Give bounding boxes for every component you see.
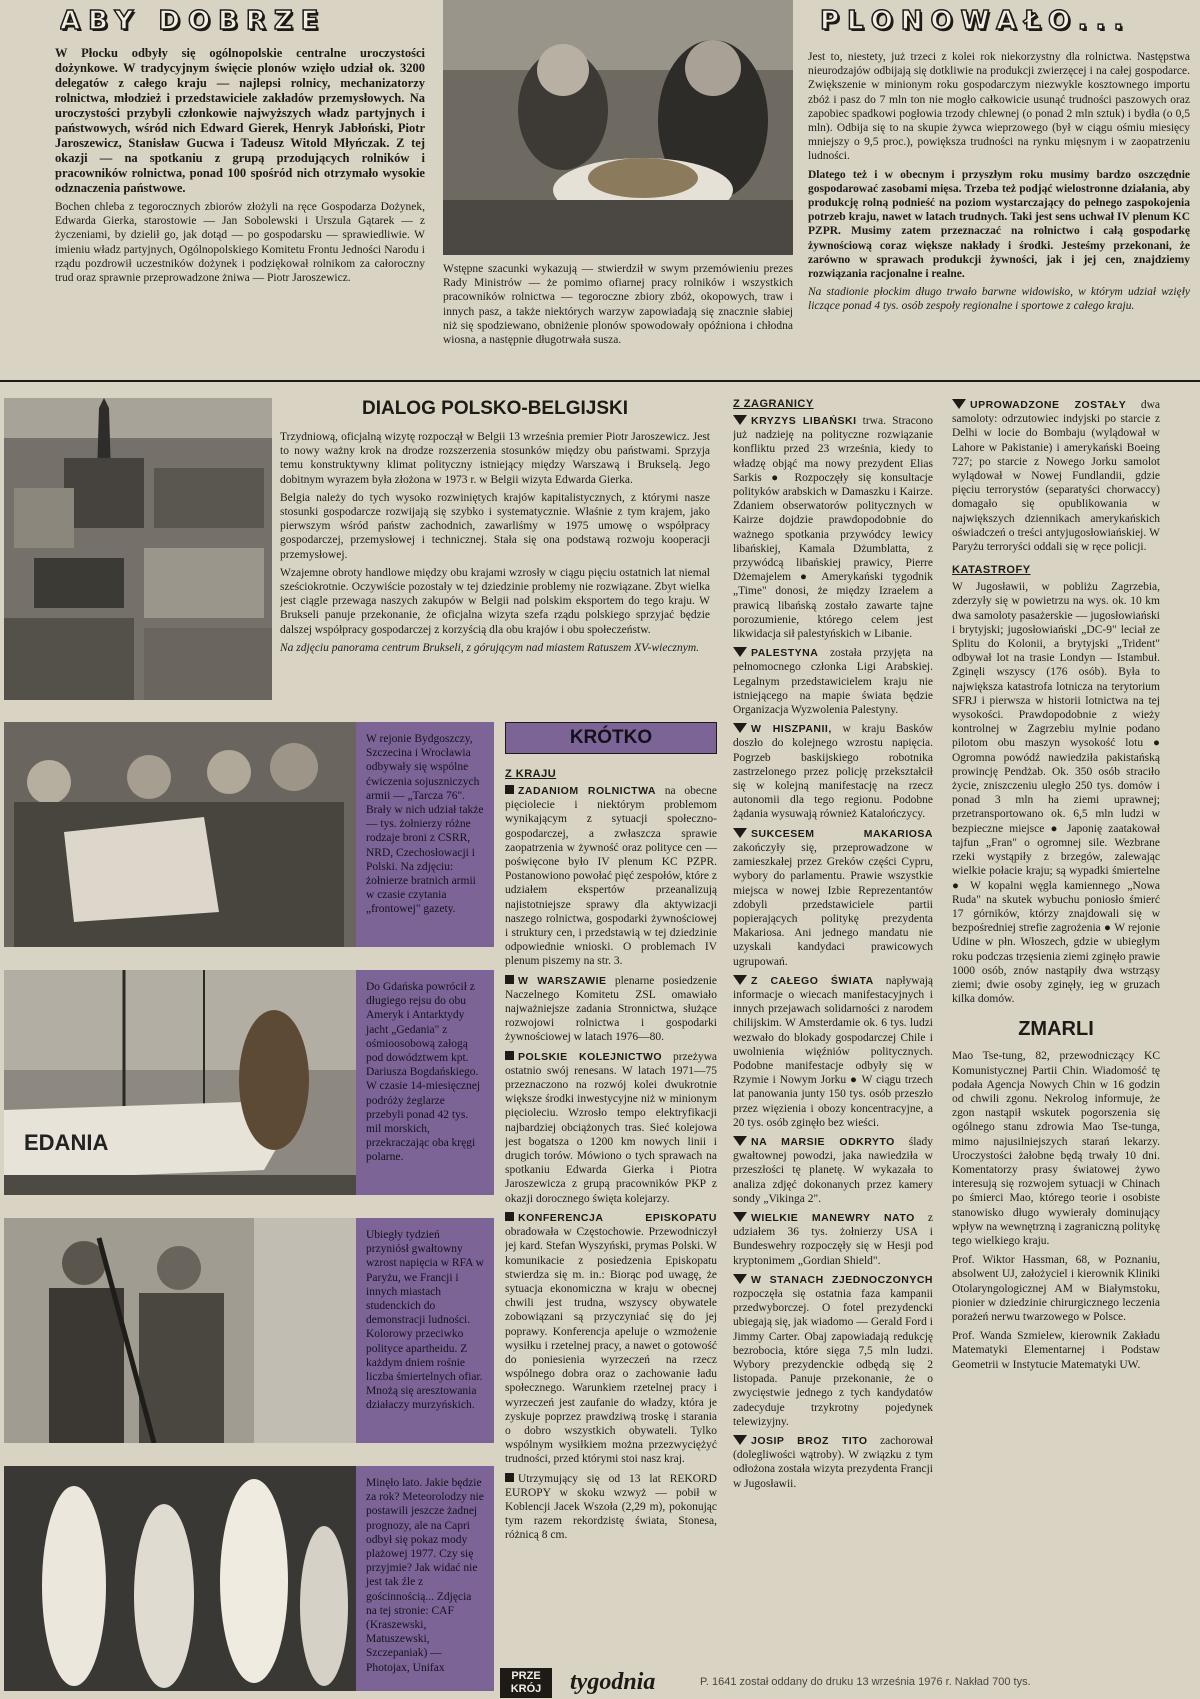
news-item: W WARSZAWIE plenarne posiedzenie Naczelnego Komitetu ZSL omawiało najważniejsze zadania Stronnictwa, służące rozwojowi rolnictwa i gospodarki żywnościowej w latach 1976—80. [505, 974, 717, 1044]
beach-fashion-photo [4, 1466, 356, 1691]
dialog-title: DIALOG POLSKO-BELGIJSKI [361, 398, 629, 419]
bullet-square-icon [505, 975, 514, 984]
banner-right: PLONOWAŁO... [820, 6, 1132, 36]
article-paragraph: Bochen chleba z tegorocznych zbiorów złożyli na ręce Gospodarza Dożynek, Edwarda Gierka, starostowie — Jan Sobolewski i Urszula Gątarek — z życzeniami, by dzielił go, jak dotąd — po gospodarsku — sprawiedliwie. W imieniu władz partyjnych, Ogólnopolskiego Komitetu Frontu Jedności Narodu i rządu pozdrowił uczestników dożynek i podziękował rolnikom za całoroczny trud oraz sprawnie przeprowadzone żniwa — Piotr Jaroszewicz. [55, 201, 425, 285]
top-left-article [55, 46, 425, 371]
news-item: POLSKIE KOLEJNICTWO przeżywa ostatnio swój renesans. W latach 1971—75 przeznaczono na rozwój kolei dwukrotnie większe środki inwestycyjne niż w minionym pięcioleciu. Wzrosło tempo elektryfikacji najbardziej obciążonych tras. Sieć kolejowa jest bogatsza o 1200 km nowych linii i drugich torów. Mówiono o tych sprawach na spotkaniu Edwarda Gierka i Piotra Jaroszewicza z grupą pracowników PKP z okazji dorocznego święta kolejarzy. [505, 1050, 717, 1205]
bullet-triangle-icon [733, 1212, 747, 1222]
dialog-article [280, 398, 710, 700]
bullet-triangle-icon [733, 1274, 747, 1284]
caption-text: Ubiegły tydzień przyniósł gwałtowny wzrost napięcia w RFA w Paryżu, we Francji i innych miastach studenckich do demonstracji ludności. Kolorowy przeciwko polityce apartheidu. Z każdym dniem rośnie liczba śmiertelnych ofiar. Mnożą się aresztowania działaczy murzyńskich. [366, 1229, 484, 1412]
caption-box-protests [356, 1218, 494, 1443]
article-paragraph: Jest to, niestety, już trzeci z kolei rok niekorzystny dla rolnictwa. Następstwa nieurodzajów odbijają się dotkliwie na produkcji zwierzęcej i na całej gospodarce. Zwiększenie w minionym roku gospodarczym niezwykle kosztownego importu zbóż i pasz do 7 mln ton nie mogło całkowicie usunąć trudności paszowych oraz zapobiec spadkowi pogłowia trzody chlewnej (o ponad 2 mln sztuk) i bydła (o 0,5 mln). Odbija się to na skupie żywca wieprzowego (był w ciągu ośmiu miesięcy mniejszy o 9,5 proc.), powiększa trudności na rynku mięsnym i w zaopatrzeniu ludności. [808, 51, 1190, 163]
bullet-triangle-icon [733, 723, 747, 733]
bullet-triangle-icon [952, 399, 966, 409]
news-item: W HISZPANII, w kraju Basków doszło do kolejnego wzrostu napięcia. Pogrzeb baskijskiego robotnika zastrzelonego przez policję przekształcił się w kolejną manifestację na rzecz autonomii dla tego regionu. Podobne żądania wysuwają również Katalończycy. [733, 723, 933, 821]
news-item: SUKCESEM MAKARIOSA zakończyły się, przeprowadzone w zamieszkałej przez Greków części Cypru, wybory do parlamentu. Prawie wszystkie miejsca w nowej Izbie Reprezentantów zdobyli przedstawiciele partii popierających politykę prezydenta Makariosa. Ani jednego mandatu nie uzyskali kandydaci prawicowych ugrupowań. [733, 827, 933, 968]
news-item: W STANACH ZJEDNOCZONYCH rozpoczęła się ostatnia faza kampanii przedwyborczej. O fotel prezydencki ubiegają się, jak wiadomo — Gerald Ford i Jimmy Carter. Obaj zapowiadają redukcję bezrobocia, które sięga 7,5 mln ludzi. Wybory prezydenckie odbędą się 2 listopada. Panuje przekonanie, że o zwycięstwie jednego z tych kandydatów zadecyduje trzykrotny pojedynek telewizyjny. [733, 1273, 933, 1428]
caption-text: W rejonie Bydgoszczy, Szczecina i Wrocławia odbywały się wspólne ćwiczenia sojuszniczych armii — „Tarcza 76". Brały w nich udział także — tys. żołnierzy różne rodzaje broni z CSRR, NRD, Czechosłowacji i Polski. Na zdjęciu: żołnierze bratnich armii w czasie czytania „frontowej" gazety. [366, 733, 484, 916]
bullet-square-icon [505, 1473, 514, 1482]
top-middle-article [443, 262, 793, 372]
svg-text:EDANIA: EDANIA [24, 1130, 109, 1155]
przekroj-logo: PRZE KRÓJ [500, 1668, 552, 1698]
news-item: WIELKIE MANEWRY NATO z udziałem 36 tys. żołnierzy USA i Bundeswehry rozpoczęły się w Hesji pod kryptonimem „Gordian Shield". [733, 1211, 933, 1267]
caption-box-fashion [356, 1466, 494, 1691]
section-label: Z KRAJU [505, 768, 557, 780]
dialog-paragraph: Belgia należy do tych wysoko rozwiniętych krajów kapitalistycznych, z którymi nasze stosunki gospodarcze rozwijają się szybko i systematycznie. Właśnie z tym krajem, jako pierwszym wśród państw zachodnich, zawarliśmy w 1975 umowę o współpracy gospodarczej, przemysłowej i technicznej. Stała się ona podstawą rozwoju kooperacji przemysłowej. [280, 491, 710, 561]
caption-text: Do Gdańska powrócił z długiego rejsu do obu Ameryk i Antarktydy jacht „Gedania" z ośmioosobową załogą pod dowództwem kpt. Dariusza Bogdańskiego. W czasie 14-miesięcznej podróży żeglarze przebyli ponad 42 tys. mil morskich, przekraczając oba kręgi polarne. [366, 981, 481, 1164]
caption-box-yacht [356, 970, 494, 1195]
bullet-triangle-icon [733, 1435, 747, 1445]
krotko-column [505, 722, 717, 1662]
soldiers-reading-photo [4, 722, 356, 947]
bullet-square-icon [505, 785, 514, 794]
news-item: UPROWADZONE ZOSTAŁY dwa samoloty: odrzutowiec indyjski po starcie z Delhi w locie do Bombaju (wylądował w Lahore w Pakistanie) i amerykański Boeing 727; po starcie z Nowego Jorku samolot wylądował w Nowej Fundlandii, gdzie pięciu terrorystów (separatyści chorwaccy) domagało się opublikowania w największych dziennikach amerykańskich oświadczeń o treści antyjugosłowiańskiej. W Paryżu terroryści oddali się w ręce policji. [952, 399, 1160, 554]
brussels-panorama-photo [4, 398, 272, 700]
news-item: PALESTYNA została przyjęta na pełnomocnego członka Ligi Arabskiej. Legalnym przedstawicielem kraju nie istniejącego na mapie świata będzie Organizacja Wyzwolenia Palestyny. [733, 647, 933, 717]
obituary-item: Prof. Wanda Szmielew, kierownik Zakładu Matematyki Elementarnej i Podstaw Geometrii w Instytucie Matematyki UW. [952, 1330, 1160, 1371]
news-item: Z CAŁEGO ŚWIATA napływają informacje o wiecach manifestacyjnych i innych przejawach solidarności z narodem chilijskim. W Amsterdamie ok. 6 tys. ludzi wezwało do blokady gospodarczej Chile i uwolnienia więźniów politycznych. Podobne manifestacje odbyły się w Rzymie i Nowym Jorku ● W ciągu trzech lat panowania junty 150 tys. osób przeszło przez więzienia i obozy koncentracyjne, a 20 tys. osób zginęło bez wieści. [733, 974, 933, 1129]
photo-caption: Na stadionie płockim długo trwało barwne widowisko, w którym udział wzięły liczące ponad 4 tys. osób zespoły regionalne i sportowe z całego kraju. [808, 286, 1190, 313]
news-item: NA MARSIE ODKRYTO ślady gwałtownej powodzi, jaka nawiedziła w przeszłości tę planetę. W wykazała to analiza zdjęć dokonanych przez kamery sondy „Vikinga 2". [733, 1135, 933, 1205]
news-item: Utrzymujący się od 13 lat REKORD EUROPY w skoku wzwyż — pobił w Koblencji Jacek Wszoła (2,29 m), pokonując tym razem rekordzistę świata, Stonesa, różnicą 8 cm. [505, 1472, 717, 1542]
bullet-square-icon [505, 1212, 514, 1221]
bullet-square-icon [505, 1051, 514, 1060]
news-item: ZADANIOM ROLNICTWA na obecne pięciolecie i niektórym problemom wynikającym z sytuacji społeczno-gospodarczej, a zwłaszcza sprawie zaopatrzenia w żywność oraz polityce cen — poświęcone było IV plenum KC PZPR. Postanowiono powołać pięć zespołów, które z udziałem ekspertów przeanalizują najistotniejsze sprawy dla aktywizacji naszego rolnictwa, gospodarki żywnościowej i struktury cen, i przedstawią w tej dziedzinie odpowiednie wnioski. O problemach IV plenum piszemy na str. 3. [505, 785, 717, 968]
top-right-article [808, 50, 1190, 372]
news-item: KRYZYS LIBAŃSKI trwa. Stracono już nadzieję na polityczne rozwiązanie konfliktu przed 23 września, kiedy to władzę objąć ma nowy prezydent Elias Sarkis ● Rozpoczęły się konsultacje polityków arabskich w Damaszku i Kairze. Zdaniem obserwatorów politycznych w Kairze dojdzie prawdopodobnie do ważnego spotkania przywódcy lewicy libańskiej, Kamala Dżumblatta, z przywódcą libańskiej prawicy, Pierre Dżemajelem ● Amerykański tygodnik „Time" donosi, że między Izraelem a prawicą libańską zostało zawarte tajne porozumienie, którego celem jest likwidacja sił palestyńskich w Libanie. [733, 415, 933, 641]
abroad-column [733, 398, 933, 1668]
speech-paragraph: Wstępne szacunki wykazują — stwierdził w swym przemówieniu prezes Rady Ministrów — że pomimo ofiarnej pracy rolników i wszystkich pracowników rolnictwa — tegoroczne zbiory zbóż, okopowych, traw i innych pasz, a także niektórych warzyw zapowiadają się znacznie słabiej niż się spodziewano, obniżenie plonów spowodowały opóźniona i chłodna wiosna, a następnie długotrwała susza. [443, 263, 793, 347]
bullet-triangle-icon [733, 415, 747, 425]
right-column [952, 398, 1160, 1668]
lead-paragraph: W Płocku odbyły się ogólnopolskie centralne uroczystości dożynkowe. W tradycyjnym święcie plonów wzięło udział ok. 3200 delegatów z całego kraju — najlepsi rolnicy, mechanizatorzy rolnictwa, młodzież i przedstawiciele zakładów przemysłowych. Na uroczystości przybyli członkowie najwyższych władz partyjnych i państwowych, wśród nich Edward Gierek, Henryk Jabłoński, Piotr Jaroszewicz, Stanisław Gucwa i Tadeusz Witold Młyńczak. Z tej okazji — na spotkaniu z grupą przodujących rolników i pracowników rolnictwa, ponad 100 spośród nich otrzymało wysokie odznaczenia państwowe. [55, 46, 425, 195]
dialog-paragraph: Wzajemne obroty handlowe między obu krajami wzrosły w ciągu pięciu ostatnich lat niemal sześciokrotnie. Oczywiście pozostały w tej dziedzinie problemy nie rozwiązane. Zbyt wielka jest ciągle przewaga naszych zakupów w Belgii nad polskim eksportem do tego kraju. W Brukseli panuje przekonanie, że oficjalna wizyta szefa rządu polskiego sprzyjać będzie dalszej współpracy gospodarczej z korzyścią dla obu krajów i obu społeczeństw. [280, 566, 710, 636]
imprint-line: P. 1641 został oddany do druku 13 września 1976 r. Nakład 700 tys. [700, 1676, 1031, 1688]
caption-box-exercises [356, 722, 494, 947]
yacht-gedania-photo [4, 970, 356, 1195]
banner-left: ABY DOBRZE [60, 6, 327, 36]
news-item: KONFERENCJA EPISKOPATU obradowała w Częstochowie. Przewodniczył jej kard. Stefan Wyszyński, prymas Polski. W komunikacie z posiedzenia Episkopatu stwierdza się m. in.: Biorąc pod uwagę, że sytuacja ekonomiczna w kraju w obecnej chwili jest trudna, wszyscy obywatele zobowiązani są przyczyniać się do jej poprawy. Konferencja apeluje o wzmożenie wysiłku i rzetelnej pracy, a nawet o gotowość do poniesienia wyrzeczeń na rzecz wspólnego dobra oraz o zachowanie ładu społecznego. Warunkiem rzetelnej pracy i wyrzeczeń jest zaufanie do władzy, która je zyskuje poprzez prawdziwą troskę i starania o dobro wszystkich obywateli. Tylko wspólnym wysiłkiem można przezwyciężyć trudności, przed którymi stoi nasz kraj. [505, 1211, 717, 1466]
obituaries-title: ZMARLI [1018, 1018, 1094, 1041]
news-item: JOSIP BROZ TITO zachorował (dolegliwości wątroby). W związku z tym odłożona została wizyta prezydenta Francji w Jugosławii. [733, 1435, 933, 1490]
bullet-triangle-icon [733, 828, 747, 838]
obituary-item: Mao Tse-tung, 82, przewodniczący KC Komunistycznej Partii Chin. Wiadomość tę podała Agencja Nowych Chin w 16 godzin od chwili zgonu. Nekrolog informuje, że zgon nastąpił wskutek pogorszenia się ogólnego stanu zdrowia Mao Tse-tunga, mimo najusilniejszych starań lekarzy. Uroczystości żałobne będą trwały 10 dni. Komentatorzy prasy światowej żywo interesują się rozwojem sytuacji w Chinach po śmierci Mao, którego teorie i osobiste stanowisko długo wywierały dominujący wpływ na wewnętrzną i zagraniczną politykę tego wielkiego kraju. [952, 1050, 1160, 1247]
article-paragraph-bold: Dlatego też i w obecnym i przyszłym roku musimy bardzo oszczędnie gospodarować zasobami mięsa. Trzeba też podjąć wielostronne działania, aby produkcję rolną podnieść na poziom wystarczający do pełnego zaspokojenia potrzeb kraju, nawet w latach trudnych. Taki jest sens uchwał IV plenum KC PZPR. Musimy zatem przeznaczać na rolnictwo i całą gospodarkę żywnościową coraz większe nakłady i środki. Jesteśmy przekonani, że zarówno w sprawach produkcji żywności, jak i jej cen, znajdziemy rozwiązania racjonalne i realne. [808, 168, 1190, 281]
bullet-triangle-icon [733, 1136, 747, 1146]
photo-caption: Na zdjęciu panorama centrum Brukseli, z górującym nad miastem Ratuszem XV-wiecznym. [280, 641, 700, 654]
dialog-paragraph: Trzydniową, oficjalną wizytę rozpoczął w Belgii 13 września premier Piotr Jaroszewicz. Jest to nowy ważny krok na drodze rozszerzenia stosunków między obu państwami. Sprzyja temu konstruktywny klimat polityczny istniejący między Warszawą i Brukselą. Jego dobitnym wyrazem była złożona w 1973 r. w Belgii wizyta Edwarda Gierka. [280, 431, 710, 486]
bullet-triangle-icon [733, 975, 747, 985]
armed-police-photo [4, 1218, 356, 1443]
krotko-title: KRÓTKO [505, 722, 717, 754]
caption-text: Minęło lato. Jakie będzie za rok? Meteorolodzy nie postawili jeszcze żadnej prognozy, ale na Capri odbył się pokaz mody plażowej 1977. Czy się przyjmie? Jak widać nie jest tak źle z gościnnością... Zdjęcia na tej stronie: CAF (Kraszewski, Matuszewski, Szczepaniak) — Photojax, Unifax [366, 1477, 484, 1674]
section-label: KATASTROFY [952, 564, 1031, 577]
bullet-triangle-icon [733, 647, 747, 657]
news-item: W Jugosławii, w pobliżu Zagrzebia, zderzyły się w powietrzu na wys. ok. 10 km dwa samoloty pasażerskie — jugosłowiański i brytyjski; jugosłowiański „DC-9" leciał ze Splitu do Kolonii, a brytyjski „Trident" odbywał lot na trasie Londyn — Istambuł. Zginęli wszyscy (176 osób). Była to największa katastrofa lotnicza na terytorium SFRJ i pierwsza w historii lotnictwa na tej wysokości. Prawdopodobnie z wieży kontrolnej w Zagrzebiu mylnie podano pilotom obu maszyn wysokość lotu ● Ogromna powódź nawiedziła pakistańską prowincję Pendżab. Ok. 350 osób straciło życie, zniszczeniu uległo 250 tys. domów i ponad 3 mln ha ziemi uprawnej; przetransportowano ok. 6,5 mln ludzi w bezpieczne miejsce ● Japonię zaatakował tajfun „Fran" o ogromnej sile. Wezbrane rzeki wystąpiły z brzegów, zalewając wielkie połacie kraju; są wypadki śmiertelne ● W kopalni węgla kamiennego „Nowa Ruda" na skutek wybuchu poniosło śmierć 17 górników, którzy znajdowali się w bezpośredniej strefie zagrożenia ● W rejonie Udine w płn. Włoszech, gdzie w ubiegłym roku podczas trzęsienia ziemi zginęło prawie 1000 osób, znów nastąpiły dwa wstrząsy ziemi; dwie osoby zginęły, ieg w gruzach kilka domów. [952, 581, 1160, 1006]
tygodnia-logo: tygodnia [570, 1669, 656, 1695]
harvest-ceremony-photo [443, 0, 793, 255]
section-label: Z ZAGRANICY [733, 398, 814, 410]
obituary-item: Prof. Wiktor Hassman, 68, w Poznaniu, absolwent UJ, założyciel i kierownik Kliniki Otolaryngologicznej AM w Białymstoku, pionier w dziedzinie chirurgicznego leczenia porażeń nerwu twarzowego w Polsce. [952, 1254, 1160, 1323]
divider [0, 380, 1200, 382]
